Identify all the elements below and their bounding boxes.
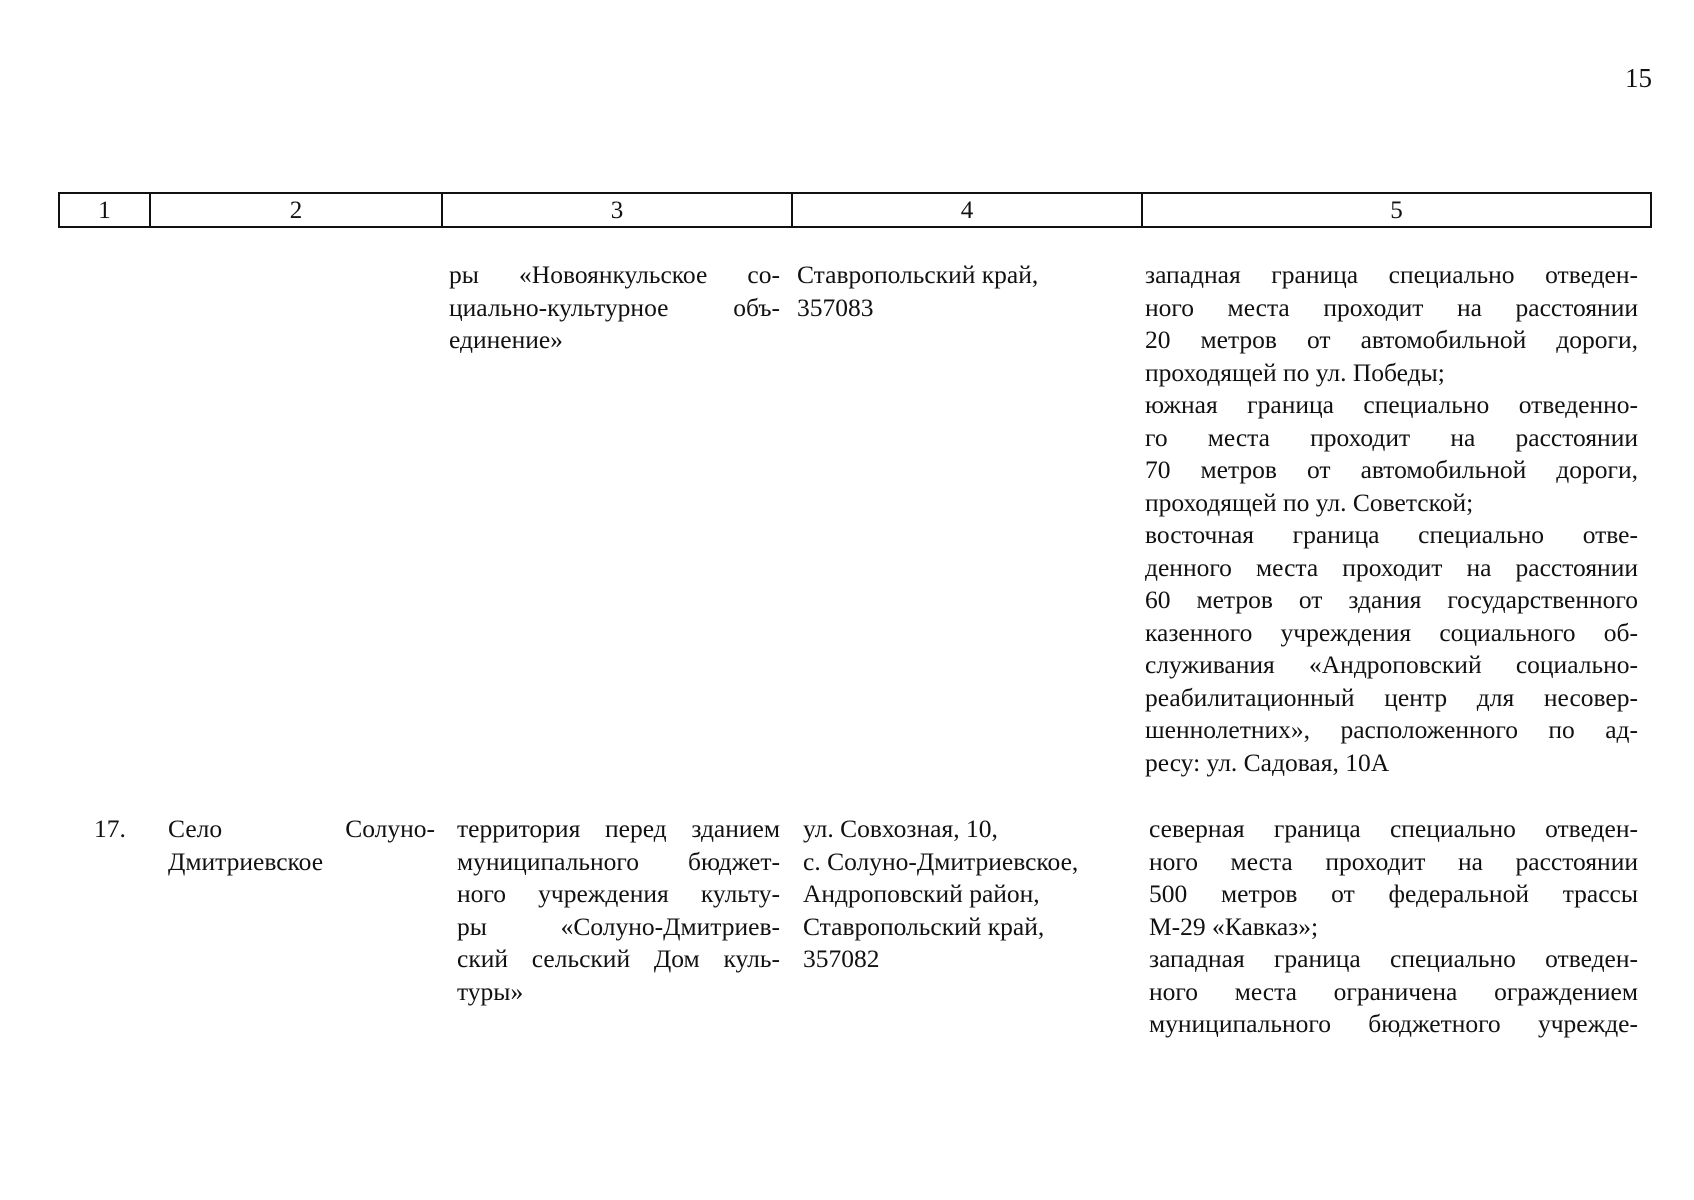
row-17-facility xyxy=(457,813,780,1008)
header-row xyxy=(59,193,1651,227)
text-line: ного места проходит на расстоянии xyxy=(1145,292,1638,322)
text-line: ул. Совхозная, 10, xyxy=(803,814,998,843)
text-line: проходящей по ул. Победы; xyxy=(1145,357,1445,387)
text-line: Андроповский район, xyxy=(803,879,1040,908)
page-number: 15 xyxy=(1625,63,1652,93)
text-line: муниципального бюджетного учрежде- xyxy=(1149,1009,1638,1038)
row-16-address xyxy=(797,259,1117,324)
text-line: ры «Новоянкульское со- xyxy=(449,260,780,289)
text-line: 357083 xyxy=(797,292,874,322)
text-line: Село Солуно- xyxy=(168,814,435,843)
text-line: северная граница специально отведен- xyxy=(1149,814,1638,843)
text-line: 500 метров от федеральной трассы xyxy=(1149,879,1638,908)
text-line: ры «Солуно-Дмитриев- xyxy=(457,911,780,941)
header-col-3: 3 xyxy=(442,193,792,227)
text-line: 60 метров от здания государственного xyxy=(1145,585,1638,614)
row-17-place xyxy=(168,813,435,878)
text-line: Ставропольский край, xyxy=(803,911,1045,941)
text-line: 357082 xyxy=(803,944,880,973)
text-line: М-29 «Кавказ»; xyxy=(1149,911,1319,941)
row-17-boundaries xyxy=(1149,813,1638,1041)
header-col-2: 2 xyxy=(150,193,442,227)
header-col-5: 5 xyxy=(1142,193,1651,227)
text-line: восточная граница специально отве- xyxy=(1145,520,1638,549)
text-line: казенного учреждения социального об- xyxy=(1145,617,1638,647)
text-line: ного места ограничена ограждением xyxy=(1149,976,1638,1006)
header-col-4: 4 xyxy=(792,193,1142,227)
row-17-number xyxy=(94,813,150,846)
text-line: муниципального бюджет- xyxy=(457,846,780,876)
text-line: территория перед зданием xyxy=(457,814,780,843)
text-line: ский сельский Дом куль- xyxy=(457,944,780,973)
text-line: ного места проходит на расстоянии xyxy=(1149,846,1638,876)
row-16-facility xyxy=(449,259,780,357)
text-line: Ставропольский край, xyxy=(797,260,1039,289)
column-number-header xyxy=(58,192,1652,228)
text-line: служивания «Андроповский социально- xyxy=(1145,650,1638,679)
text-line: Дмитриевское xyxy=(168,846,324,876)
text-line: ного учреждения культу- xyxy=(457,879,780,908)
text-line: ресу: ул. Садовая, 10А xyxy=(1145,747,1390,777)
row-number: 17. xyxy=(94,814,126,843)
text-line: 70 метров от автомобильной дороги, xyxy=(1145,455,1638,484)
row-16-boundaries xyxy=(1145,259,1638,779)
text-line: шеннолетних», расположенного по ад- xyxy=(1145,715,1638,744)
text-line: проходящей по ул. Советской; xyxy=(1145,487,1474,517)
text-line: 20 метров от автомобильной дороги, xyxy=(1145,325,1638,354)
text-line: западная граница специально отведен- xyxy=(1145,260,1638,289)
text-line: циально-культурное объ- xyxy=(449,292,780,322)
text-line: западная граница специально отведен- xyxy=(1149,944,1638,973)
text-line: реабилитационный центр для несовер- xyxy=(1145,682,1638,712)
header-col-1: 1 xyxy=(59,193,150,227)
row-17-address xyxy=(803,813,1123,976)
text-line: го места проходит на расстоянии xyxy=(1145,422,1638,452)
text-line: с. Солуно-Дмитриевское, xyxy=(803,846,1079,876)
text-line: туры» xyxy=(457,976,524,1006)
text-line: единение» xyxy=(449,325,563,354)
text-line: денного места проходит на расстоянии xyxy=(1145,552,1638,582)
text-line: южная граница специально отведенно- xyxy=(1145,390,1638,419)
